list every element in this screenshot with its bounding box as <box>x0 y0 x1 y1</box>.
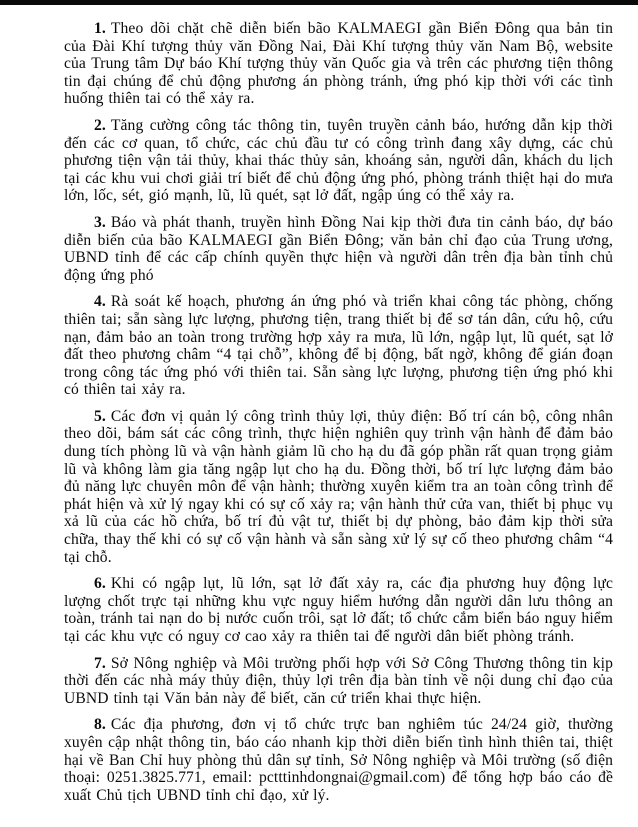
list-item-5 <box>64 408 613 566</box>
item-text: Các địa phương, đơn vị tổ chức trực ban nghiêm túc 24/24 giờ, thường xuyên cập nhật thông tin, báo cáo nhanh kịp thời diễn biến tình hình thiên tai, thiệt hại về Ban Chỉ huy phòng thủ dân sự tỉnh, Sở Nông nghiệp và Môi trường (số điện thoại: 0251.3825.771, email: pctttinhdongnai@gmail.com) để tổng hợp báo cáo đề xuất Chủ tịch UBND tỉnh chỉ đạo, xử lý. <box>64 716 613 804</box>
list-item-3 <box>64 214 613 284</box>
list-item-1 <box>64 20 613 108</box>
item-text: Theo dõi chặt chẽ diễn biến bão KALMAEGI gần Biển Đông qua bản tin của Đài Khí tượng thủy văn Đồng Nai, Đài Khí tượng thủy văn Nam Bộ, website của Trung tâm Dự báo Khí tượng thủy văn Quốc gia và trên các phương tiện thông tin đại chúng để chủ động phương án phòng tránh, ứng phó kịp thời với các tình huống thiên tai có thể xảy ra. <box>64 20 613 108</box>
item-number: 6. <box>94 575 106 593</box>
item-number: 2. <box>94 116 106 134</box>
item-number: 3. <box>94 213 106 231</box>
list-item-6 <box>64 575 613 645</box>
list-item-2 <box>64 117 613 205</box>
item-text: Sở Nông nghiệp và Môi trường phối hợp với Sở Công Thương thông tin kịp thời đến các nhà máy thủy điện, thủy lợi trên địa bàn tỉnh về nội dung chỉ đạo của UBND tỉnh tại Văn bản này để biết, căn cứ triển khai thực hiện. <box>64 654 613 707</box>
list-item-4 <box>64 293 613 399</box>
item-number: 4. <box>94 293 106 311</box>
item-number: 7. <box>94 654 106 672</box>
item-text: Khi có ngập lụt, lũ lớn, sạt lở đất xảy ra, các địa phương huy động lực lượng chốt trực tại những khu vực nguy hiểm hướng dẫn người dân lưu thông an toàn, tránh tai nạn do bị nước cuốn trôi, sạt lở đất; tổ chức cắm biển báo nguy hiểm tại các khu vực có nguy cơ cao xảy ra thiên tai để người dân biết phòng tránh. <box>64 575 613 645</box>
item-number: 5. <box>94 407 106 425</box>
item-number: 8. <box>94 716 106 734</box>
list-item-8 <box>64 716 613 804</box>
document-page <box>0 5 638 804</box>
item-text: Các đơn vị quản lý công trình thủy lợi, thủy điện: Bố trí cán bộ, công nhân theo dõi, bám sát các công trình, thực hiện nghiên quy trình vận hành để đảm bảo dung tích phòng lũ và vận hành giảm lũ cho hạ du đã góp phần rất quan trọng giảm lũ và không làm gia tăng ngập lụt cho hạ du. Đồng thời, bố trí lực lượng đảm bảo đủ năng lực chuyên môn để vận hành; thường xuyên kiểm tra an toàn công trình để phát hiện và xử lý ngay khi có sự cố xảy ra; vận hành thử cửa van, thiết bị phục vụ xả lũ của các hồ chứa, bố trí đủ vật tư, thiết bị dự phòng, bảo đảm kịp thời sửa chữa, thay thế khi có sự cố vận hành và sẵn sàng xử lý sự cố theo phương châm “4 tại chỗ. <box>64 407 613 566</box>
item-text: Tăng cường công tác thông tin, tuyên truyền cảnh báo, hướng dẫn kịp thời đến các cơ quan, tổ chức, các chủ đầu tư có công trình đang xây dựng, các chủ phương tiện vận tải thủy, khai thác thủy sản, khoáng sản, người dân, khách du lịch tại các khu vui chơi giải trí biết để chủ động ứng phó, phòng tránh thiệt hại do mưa lớn, lốc, sét, gió mạnh, lũ, lũ quét, sạt lở đất, ngập úng có thể xảy ra. <box>64 116 613 205</box>
item-text: Rà soát kế hoạch, phương án ứng phó và triển khai công tác phòng, chống thiên tai; sẵn sàng lực lượng, phương tiện, trang thiết bị để sơ tán dân, cứu hộ, cứu nạn, đảm bảo an toàn trong trường hợp xảy ra mưa, lũ lớn, ngập lụt, lũ quét, sạt lở đất theo phương châm “4 tại chỗ”, không để bị động, bất ngờ, không để gián đoạn trong công tác ứng phó với thiên tai. Sẵn sàng lực lượng, phương tiện ứng phó khi có thiên tai xảy ra. <box>64 293 613 399</box>
item-text: Báo và phát thanh, truyền hình Đồng Nai kịp thời đưa tin cảnh báo, dự báo diễn biến của bão KALMAEGI gần Biển Đông; văn bản chỉ đạo của Trung ương, UBND tỉnh để các cấp chính quyền thực hiện và người dân trên địa bàn tỉnh chủ động ứng phó <box>64 213 613 284</box>
item-number: 1. <box>94 20 106 37</box>
list-item-7 <box>64 655 613 708</box>
